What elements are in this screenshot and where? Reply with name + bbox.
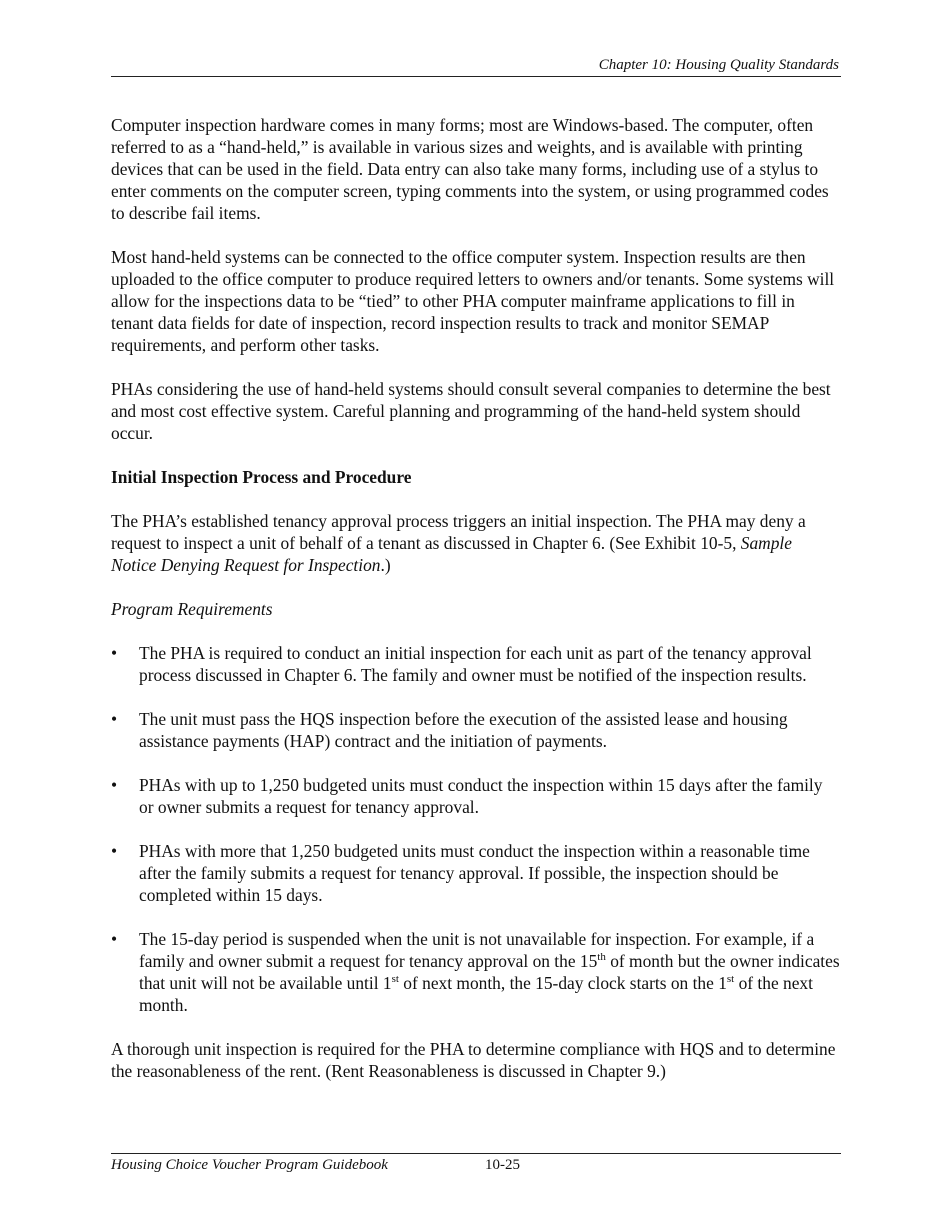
list-item bbox=[111, 774, 841, 818]
exhibit-title: Sample Notice Denying Request for Inspection bbox=[111, 533, 792, 575]
bullet-icon: • bbox=[111, 709, 118, 729]
subheading-program-requirements: Program Requirements bbox=[111, 599, 273, 619]
paragraph-tenancy-approval bbox=[111, 510, 841, 576]
ordinal-suffix: st bbox=[726, 973, 735, 985]
bullet-icon: • bbox=[111, 775, 118, 795]
paragraph-hand-held-systems: Most hand-held systems can be connected to the office computer system. Inspection results are then uploaded to the office computer to produce required letters to owners and/or tenants. Some systems will allow for the inspections data to be “tied” to other PHA computer mainframe applications to fill in tenant data fields for date of inspection, record inspection results to track and monitor SEMAP requirements, and perform other tasks. bbox=[111, 247, 835, 355]
list-item bbox=[111, 840, 841, 906]
requirements-list bbox=[111, 642, 841, 1016]
footer-guidebook-title: Housing Choice Voucher Program Guidebook bbox=[111, 1157, 388, 1173]
ordinal-suffix: st bbox=[391, 973, 399, 985]
footer-divider bbox=[111, 1153, 841, 1154]
list-item-text bbox=[139, 929, 840, 1015]
list-item-text: PHAs with more that 1,250 budgeted units must conduct the inspection within a reasonable time after the family submits a request for tenancy approval. If possible, the inspection should be completed within 15 days. bbox=[139, 841, 810, 905]
tenancy-approval-text: The PHA’s established tenancy approval process triggers an initial inspection. The PHA may deny a request to inspect a unit of behalf of a tenant as discussed in Chapter 6. (See Exhibit 10-5, bbox=[111, 511, 806, 553]
list-item bbox=[111, 928, 841, 1016]
running-header: Chapter 10: Housing Quality Standards bbox=[598, 57, 839, 73]
bullet-icon: • bbox=[111, 929, 118, 949]
paragraph-closing: A thorough unit inspection is required for the PHA to determine compliance with HQS and to determine the reasonableness of the rent. (Rent Reasonableness is discussed in Chapter 9.) bbox=[111, 1039, 836, 1081]
list-item-text: The unit must pass the HQS inspection before the execution of the assisted lease and housing assistance payments (HAP) contract and the initiation of payments. bbox=[139, 709, 788, 751]
header-divider bbox=[111, 76, 841, 77]
list-item-text: PHAs with up to 1,250 budgeted units must conduct the inspection within 15 days after the family or owner submits a request for tenancy approval. bbox=[139, 775, 823, 817]
paragraph-consult-companies: PHAs considering the use of hand-held systems should consult several companies to determine the best and most cost effective system. Careful planning and programming of the hand-held system should occur. bbox=[111, 379, 831, 443]
list-item bbox=[111, 708, 841, 752]
ordinal-suffix: th bbox=[597, 951, 606, 963]
list-item-text-part: of month but the owner indicates that unit will not be available until 1 bbox=[139, 951, 840, 993]
list-item-text-part: of next month, the 15-day clock starts on the 1 bbox=[398, 973, 727, 993]
document-body bbox=[111, 114, 841, 1104]
bullet-icon: • bbox=[111, 841, 118, 861]
page-number: 10-25 bbox=[485, 1157, 520, 1173]
list-item bbox=[111, 642, 841, 686]
list-item-text: The PHA is required to conduct an initial inspection for each unit as part of the tenancy approval process discussed in Chapter 6. The family and owner must be notified of the inspection results. bbox=[139, 643, 812, 685]
paragraph-hardware: Computer inspection hardware comes in many forms; most are Windows-based. The computer, often referred to as a “hand-held,” is available in various sizes and weights, and is available with printing devices that can be used in the field. Data entry can also take many forms, including use of a stylus to enter comments on the computer screen, typing comments into the system, or using programmed codes to describe fail items. bbox=[111, 115, 829, 223]
bullet-icon: • bbox=[111, 643, 118, 663]
section-heading: Initial Inspection Process and Procedure bbox=[111, 467, 412, 487]
list-item-text-part: The 15-day period is suspended when the unit is not unavailable for inspection. For example, if a family and owner submit a request for tenancy approval on the 15 bbox=[139, 929, 815, 971]
tenancy-approval-end: .) bbox=[380, 555, 391, 575]
list-item-text-part: of the next month. bbox=[139, 973, 813, 1015]
